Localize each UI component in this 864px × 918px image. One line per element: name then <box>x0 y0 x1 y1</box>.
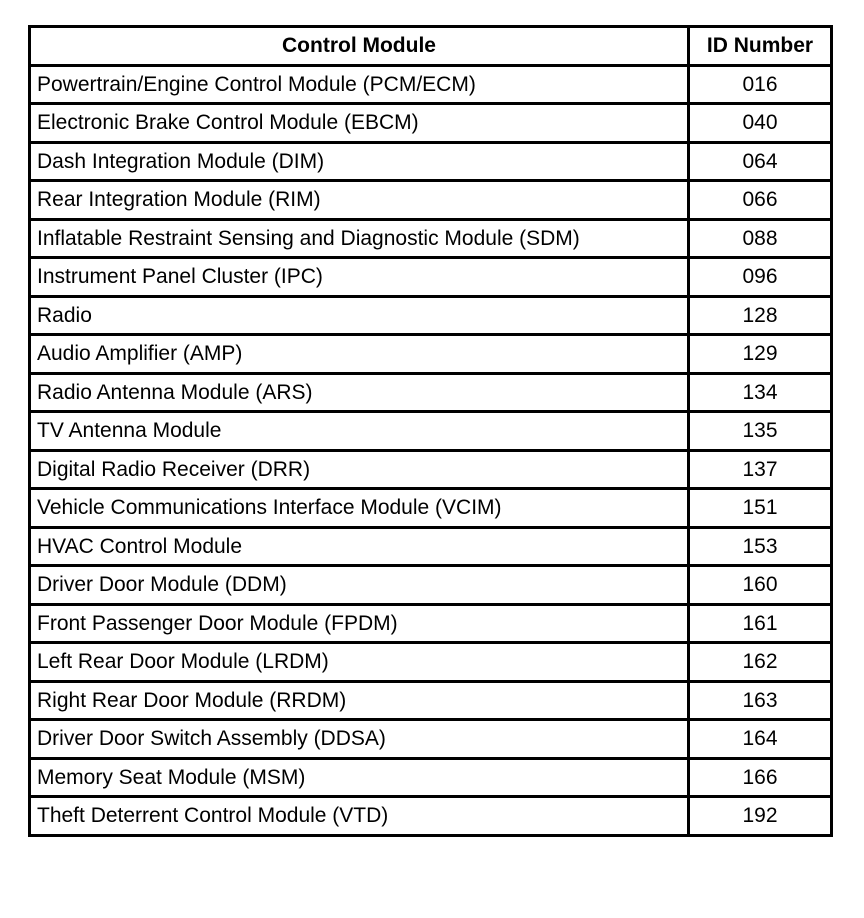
table-row <box>30 219 832 258</box>
module-name-cell: Inflatable Restraint Sensing and Diagnostic Module (SDM) <box>30 219 689 258</box>
table-row <box>30 489 832 528</box>
table-row <box>30 142 832 181</box>
module-name-cell: Instrument Panel Cluster (IPC) <box>30 258 689 297</box>
module-name-cell: Rear Integration Module (RIM) <box>30 181 689 220</box>
id-number-cell: 137 <box>689 450 832 489</box>
module-name-cell: Vehicle Communications Interface Module (VCIM) <box>30 489 689 528</box>
table-row <box>30 527 832 566</box>
id-number-cell: 096 <box>689 258 832 297</box>
id-number-cell: 066 <box>689 181 832 220</box>
id-number-cell: 134 <box>689 373 832 412</box>
table-row <box>30 296 832 335</box>
id-number-cell: 040 <box>689 104 832 143</box>
module-name-cell: Theft Deterrent Control Module (VTD) <box>30 797 689 836</box>
table-row <box>30 681 832 720</box>
module-name-cell: Driver Door Switch Assembly (DDSA) <box>30 720 689 759</box>
table-row <box>30 604 832 643</box>
module-name-cell: Radio Antenna Module (ARS) <box>30 373 689 412</box>
table-row <box>30 65 832 104</box>
table-row <box>30 797 832 836</box>
id-number-cell: 192 <box>689 797 832 836</box>
id-number-cell: 164 <box>689 720 832 759</box>
module-name-cell: Driver Door Module (DDM) <box>30 566 689 605</box>
table-row <box>30 566 832 605</box>
table-header-row <box>30 27 832 66</box>
table-row <box>30 335 832 374</box>
table-row <box>30 643 832 682</box>
id-number-cell: 088 <box>689 219 832 258</box>
module-name-cell: Audio Amplifier (AMP) <box>30 335 689 374</box>
id-number-cell: 161 <box>689 604 832 643</box>
module-name-cell: Right Rear Door Module (RRDM) <box>30 681 689 720</box>
id-number-cell: 166 <box>689 758 832 797</box>
module-name-cell: Radio <box>30 296 689 335</box>
table-row <box>30 181 832 220</box>
table-row <box>30 373 832 412</box>
id-number-cell: 129 <box>689 335 832 374</box>
module-name-cell: Front Passenger Door Module (FPDM) <box>30 604 689 643</box>
module-name-cell: HVAC Control Module <box>30 527 689 566</box>
id-number-cell: 153 <box>689 527 832 566</box>
table-row <box>30 104 832 143</box>
id-number-cell: 128 <box>689 296 832 335</box>
column-header-control-module: Control Module <box>30 27 689 66</box>
table-row <box>30 258 832 297</box>
module-name-cell: Memory Seat Module (MSM) <box>30 758 689 797</box>
table-row <box>30 450 832 489</box>
module-name-cell: Digital Radio Receiver (DRR) <box>30 450 689 489</box>
module-name-cell: Dash Integration Module (DIM) <box>30 142 689 181</box>
id-number-cell: 064 <box>689 142 832 181</box>
id-number-cell: 162 <box>689 643 832 682</box>
id-number-cell: 151 <box>689 489 832 528</box>
control-module-table <box>28 25 833 837</box>
module-name-cell: Powertrain/Engine Control Module (PCM/ECM) <box>30 65 689 104</box>
table-row <box>30 412 832 451</box>
column-header-id-number: ID Number <box>689 27 832 66</box>
table-row <box>30 758 832 797</box>
table-body <box>30 65 832 835</box>
module-name-cell: Electronic Brake Control Module (EBCM) <box>30 104 689 143</box>
module-name-cell: Left Rear Door Module (LRDM) <box>30 643 689 682</box>
table-row <box>30 720 832 759</box>
id-number-cell: 163 <box>689 681 832 720</box>
id-number-cell: 160 <box>689 566 832 605</box>
id-number-cell: 135 <box>689 412 832 451</box>
id-number-cell: 016 <box>689 65 832 104</box>
module-name-cell: TV Antenna Module <box>30 412 689 451</box>
